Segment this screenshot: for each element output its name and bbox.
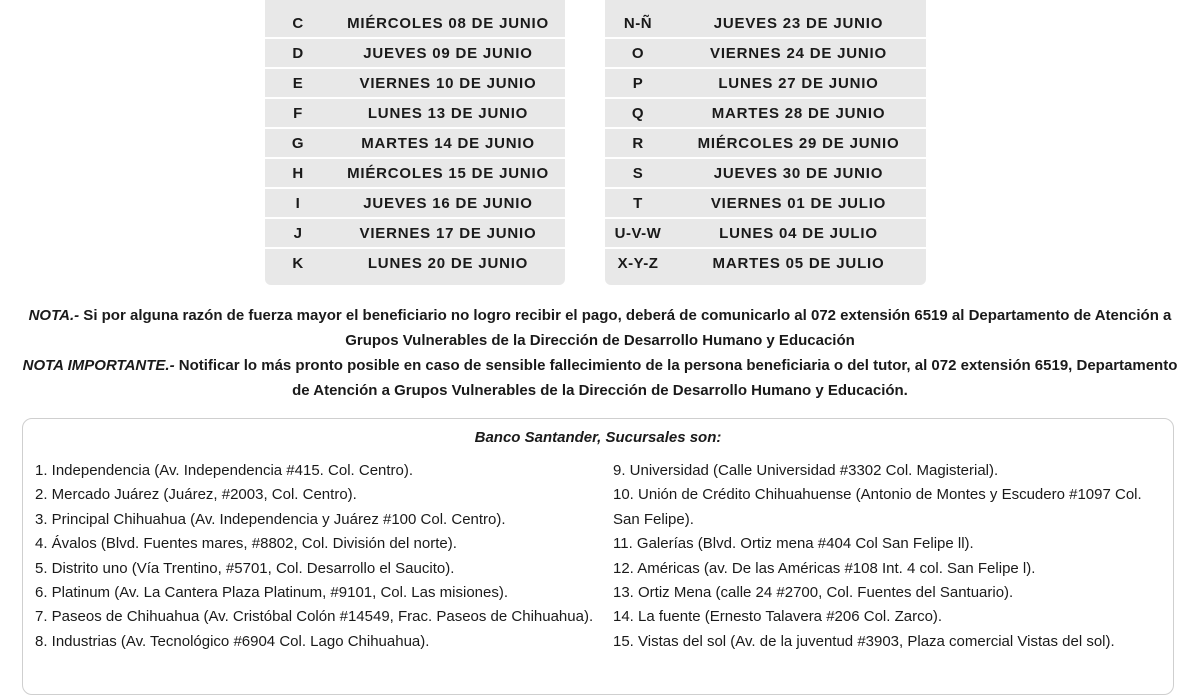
schedule-letter: I [295, 194, 301, 212]
schedule-row [265, 248, 565, 278]
schedule-date: VIERNES 01 DE JULIO [710, 194, 887, 212]
schedule-date: MARTES 05 DE JULIO [712, 254, 885, 272]
schedule-date: JUEVES 16 DE JUNIO [363, 194, 533, 212]
schedule-row [605, 128, 926, 158]
schedule-letter: K [292, 254, 304, 272]
schedule-letter: R [632, 134, 644, 152]
branches-box [22, 418, 1174, 695]
schedule-date: MIÉRCOLES 15 DE JUNIO [347, 164, 549, 182]
schedule-letter: C [292, 14, 304, 32]
schedule-row [265, 158, 565, 188]
branch-item: 4. Ávalos (Blvd. Fuentes mares, #8802, Col. División del norte). [35, 535, 457, 553]
nota-label: NOTA.- [28, 307, 80, 324]
schedule-row [265, 38, 565, 68]
schedule-letter: E [292, 74, 304, 92]
nota-paragraph [20, 303, 1180, 353]
schedule-date: JUEVES 09 DE JUNIO [363, 44, 533, 62]
schedule-row [605, 38, 926, 68]
schedule-table-right [605, 0, 926, 285]
branch-item: 10. Unión de Crédito Chihuahuense (Antonio de Montes y Escudero #1097 Col. San Felipe). [613, 486, 1142, 528]
schedule-row [605, 158, 926, 188]
schedule-date: VIERNES 10 DE JUNIO [359, 74, 537, 92]
nota-importante-label: NOTA IMPORTANTE.- [22, 357, 175, 374]
nota-importante-paragraph [20, 353, 1180, 403]
branches-title: Banco Santander, Sucursales son: [474, 429, 722, 446]
branch-item: 7. Paseos de Chihuahua (Av. Cristóbal Colón #14549, Frac. Paseos de Chihuahua). [35, 608, 594, 626]
branch-item: 14. La fuente (Ernesto Talavera #206 Col. Zarco). [613, 608, 943, 626]
schedule-row [605, 8, 926, 38]
schedule-letter: S [632, 164, 644, 182]
branch-item: 15. Vistas del sol (Av. de la juventud #3903, Plaza comercial Vistas del sol). [613, 632, 1115, 650]
schedule-letter: X-Y-Z [617, 254, 659, 272]
schedule-letter: O [631, 44, 645, 62]
schedule-row [265, 188, 565, 218]
schedule-letter: G [291, 134, 305, 152]
schedule-letter: F [293, 104, 303, 122]
branch-item: 5. Distrito uno (Vía Trentino, #5701, Col. Desarrollo el Saucito). [35, 559, 455, 577]
schedule-date: MARTES 28 DE JUNIO [711, 104, 886, 122]
schedule-date: LUNES 04 DE JULIO [719, 224, 878, 242]
schedule-row [265, 128, 565, 158]
nota-importante-text: Notificar lo más pronto posible en caso de sensible fallecimiento de la persona beneficiaria o del tutor, al 072 extensión 6519, Departamento de Atención a Grupos Vulnerables de la Dirección de Desarrollo Humano y Educación. [174, 357, 1178, 399]
schedule-letter: T [633, 194, 643, 212]
schedule-row [605, 248, 926, 278]
branch-item: 3. Principal Chihuahua (Av. Independencia y Juárez #100 Col. Centro). [35, 510, 506, 528]
branch-item: 8. Industrias (Av. Tecnológico #6904 Col. Lago Chihuahua). [35, 632, 430, 650]
schedule-row [605, 68, 926, 98]
branch-item: 1. Independencia (Av. Independencia #415. Col. Centro). [35, 462, 414, 479]
nota-text: Si por alguna razón de fuerza mayor el beneficiario no logro recibir el pago, deberá de comunicarlo al 072 extensión 6519 al Departamento de Atención a Grupos Vulnerables de la Dirección de Desarrollo Humano y Educación [79, 307, 1172, 349]
schedule-row [605, 218, 926, 248]
schedule-date: VIERNES 17 DE JUNIO [359, 224, 537, 242]
schedule-date: MARTES 14 DE JUNIO [361, 134, 535, 152]
schedule-date: LUNES 20 DE JUNIO [367, 254, 529, 272]
schedule-date: MIÉRCOLES 08 DE JUNIO [347, 14, 549, 32]
schedule-date: LUNES 13 DE JUNIO [367, 104, 529, 122]
branches-column-right [613, 459, 1163, 654]
schedule-date: JUEVES 23 DE JUNIO [713, 14, 884, 32]
branch-item: 12. Américas (av. De las Américas #108 Int. 4 col. San Felipe l). [613, 559, 1036, 577]
schedule-date: MIÉRCOLES 29 DE JUNIO [697, 134, 900, 152]
schedule-row [265, 8, 565, 38]
schedule-letter: N-Ñ [623, 14, 653, 32]
schedule-date: LUNES 27 DE JUNIO [718, 74, 879, 92]
branch-item: 11. Galerías (Blvd. Ortiz mena #404 Col San Felipe ll). [613, 535, 974, 553]
branch-item: 13. Ortiz Mena (calle 24 #2700, Col. Fuentes del Santuario). [613, 584, 1014, 602]
branches-column-left [35, 459, 595, 654]
schedule-row [265, 98, 565, 128]
schedule-letter: P [632, 74, 644, 92]
schedule-date: VIERNES 24 DE JUNIO [710, 44, 887, 62]
schedule-date: JUEVES 30 DE JUNIO [713, 164, 884, 182]
schedule-row [265, 218, 565, 248]
branch-item: 2. Mercado Juárez (Juárez, #2003, Col. Centro). [35, 486, 357, 504]
schedule-letter: D [292, 44, 304, 62]
branch-item: 6. Platinum (Av. La Cantera Plaza Platinum, #9101, Col. Las misiones). [35, 584, 509, 602]
schedule-row [265, 68, 565, 98]
schedule-letter: Q [631, 104, 645, 122]
schedule-letter: U-V-W [614, 224, 662, 242]
schedule-row [605, 98, 926, 128]
schedule-table-left [265, 0, 565, 285]
branch-item: 9. Universidad (Calle Universidad #3302 Col. Magisterial). [613, 462, 999, 479]
schedule-letter: H [292, 164, 304, 182]
schedule-row [605, 188, 926, 218]
schedule-letter: J [293, 224, 303, 242]
notes-section [20, 303, 1180, 403]
